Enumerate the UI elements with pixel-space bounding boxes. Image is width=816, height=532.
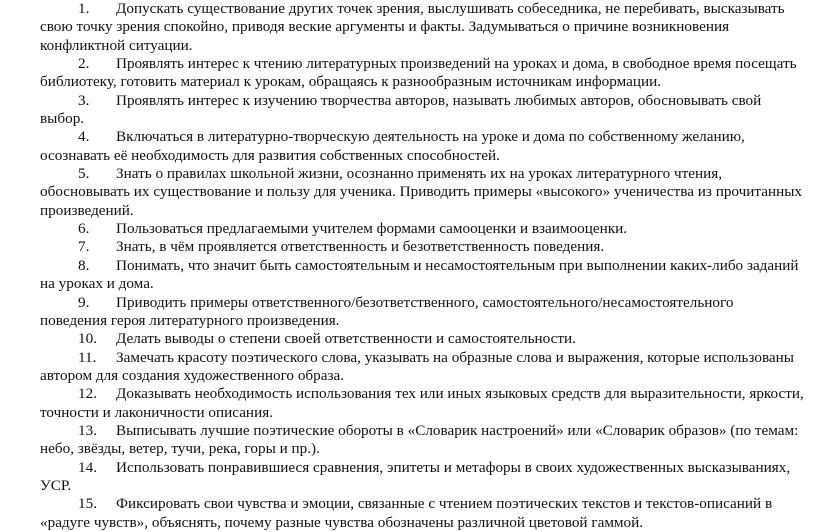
item-text: Проявлять интерес к чтению литературных произведений на уроках и дома, в свободное время посещать библиотеку, готовить материал к урокам, обращаясь к разнообразным источникам информации. — [40, 55, 797, 91]
item-number: 4. — [78, 128, 90, 146]
item-text: Выписывать лучшие поэтические обороты в «Словарик настроений» или «Словарик образов» (по темам: небо, звёзды, ветер, тучи, река, горы и пр.). — [40, 421, 799, 458]
item-text: Замечать красоту поэтического слова, указывать на образные слова и выражения, которые использованы автором для создания художественного образа. — [40, 348, 794, 384]
item-number: 15. — [78, 495, 97, 513]
list-item — [40, 55, 804, 92]
item-text: Включаться в литературно-творческую деятельность на уроке и дома по собственному желанию, осознавать её необходимость для развития собственных способностей. — [40, 128, 745, 164]
list-item — [40, 294, 804, 331]
item-text: Допускать существование других точек зрения, выслушивать собеседника, не перебивать, высказывать свою точку зрения спокойно, приводя веские аргументы и факты. Задумываться о причине возникновения конфликтной ситуации. — [40, 0, 785, 54]
item-number: 13. — [78, 421, 97, 439]
item-number: 10. — [78, 330, 97, 348]
item-text: Знать о правилах школьной жизни, осознанно применять их на уроках литературного чтения, обосновывать их существование и пользу для ученика. Приводить примеры «высокого» ученичества из прочитанных произведений. — [40, 165, 803, 219]
list-item — [40, 220, 804, 238]
item-text: Использовать понравившиеся сравнения, эпитеты и метафоры в своих художественных высказываниях, УСР. — [40, 458, 791, 494]
item-text: Проявлять интерес к изучению творчества авторов, называть любимых авторов, обосновывать свой выбор. — [40, 91, 762, 128]
item-text: Понимать, что значит быть самостоятельным и несамостоятельным при выполнении каких-либо заданий на уроках и дома. — [40, 256, 799, 293]
item-number: 2. — [78, 55, 90, 73]
item-number: 12. — [78, 385, 97, 403]
document-body — [40, 0, 804, 532]
list-item — [40, 459, 804, 496]
list-item — [40, 0, 804, 55]
item-text: Доказывать необходимость использования тех или иных языковых средств для выразительности, яркости, точности и лаконичности описания. — [40, 385, 804, 421]
list-item — [40, 238, 804, 256]
item-number: 8. — [78, 256, 90, 274]
list-item — [40, 422, 804, 459]
item-number: 5. — [78, 165, 90, 183]
item-number: 3. — [78, 91, 90, 109]
item-number: 7. — [78, 238, 90, 256]
item-text: Приводить примеры ответственного/безответственного, самостоятельного/несамостоятельного поведения героя литературного произведения. — [40, 293, 734, 329]
item-number: 11. — [78, 348, 97, 366]
item-number: 9. — [78, 293, 90, 311]
list-item — [40, 495, 804, 532]
item-text: Пользоваться предлагаемыми учителем формами самооценки и взаимооценки. — [116, 220, 628, 238]
item-number: 6. — [78, 220, 90, 238]
item-number: 1. — [78, 0, 90, 17]
item-text: Делать выводы о степени своей ответственности и самостоятельности. — [116, 330, 576, 348]
list-item — [40, 257, 804, 294]
list-item — [40, 92, 804, 129]
list-item — [40, 330, 804, 348]
item-text: Фиксировать свои чувства и эмоции, связанные с чтением поэтических текстов и текстов-описаний в «радуге чувств», объяснять, почему разные чувства обозначены различной цветовой гаммой. — [40, 495, 773, 531]
item-number: 14. — [78, 458, 97, 476]
list-item — [40, 128, 804, 165]
list-item — [40, 349, 804, 386]
item-text: Знать, в чём проявляется ответственность и безответственность поведения. — [116, 238, 605, 256]
list-item — [40, 385, 804, 422]
list-item — [40, 165, 804, 220]
